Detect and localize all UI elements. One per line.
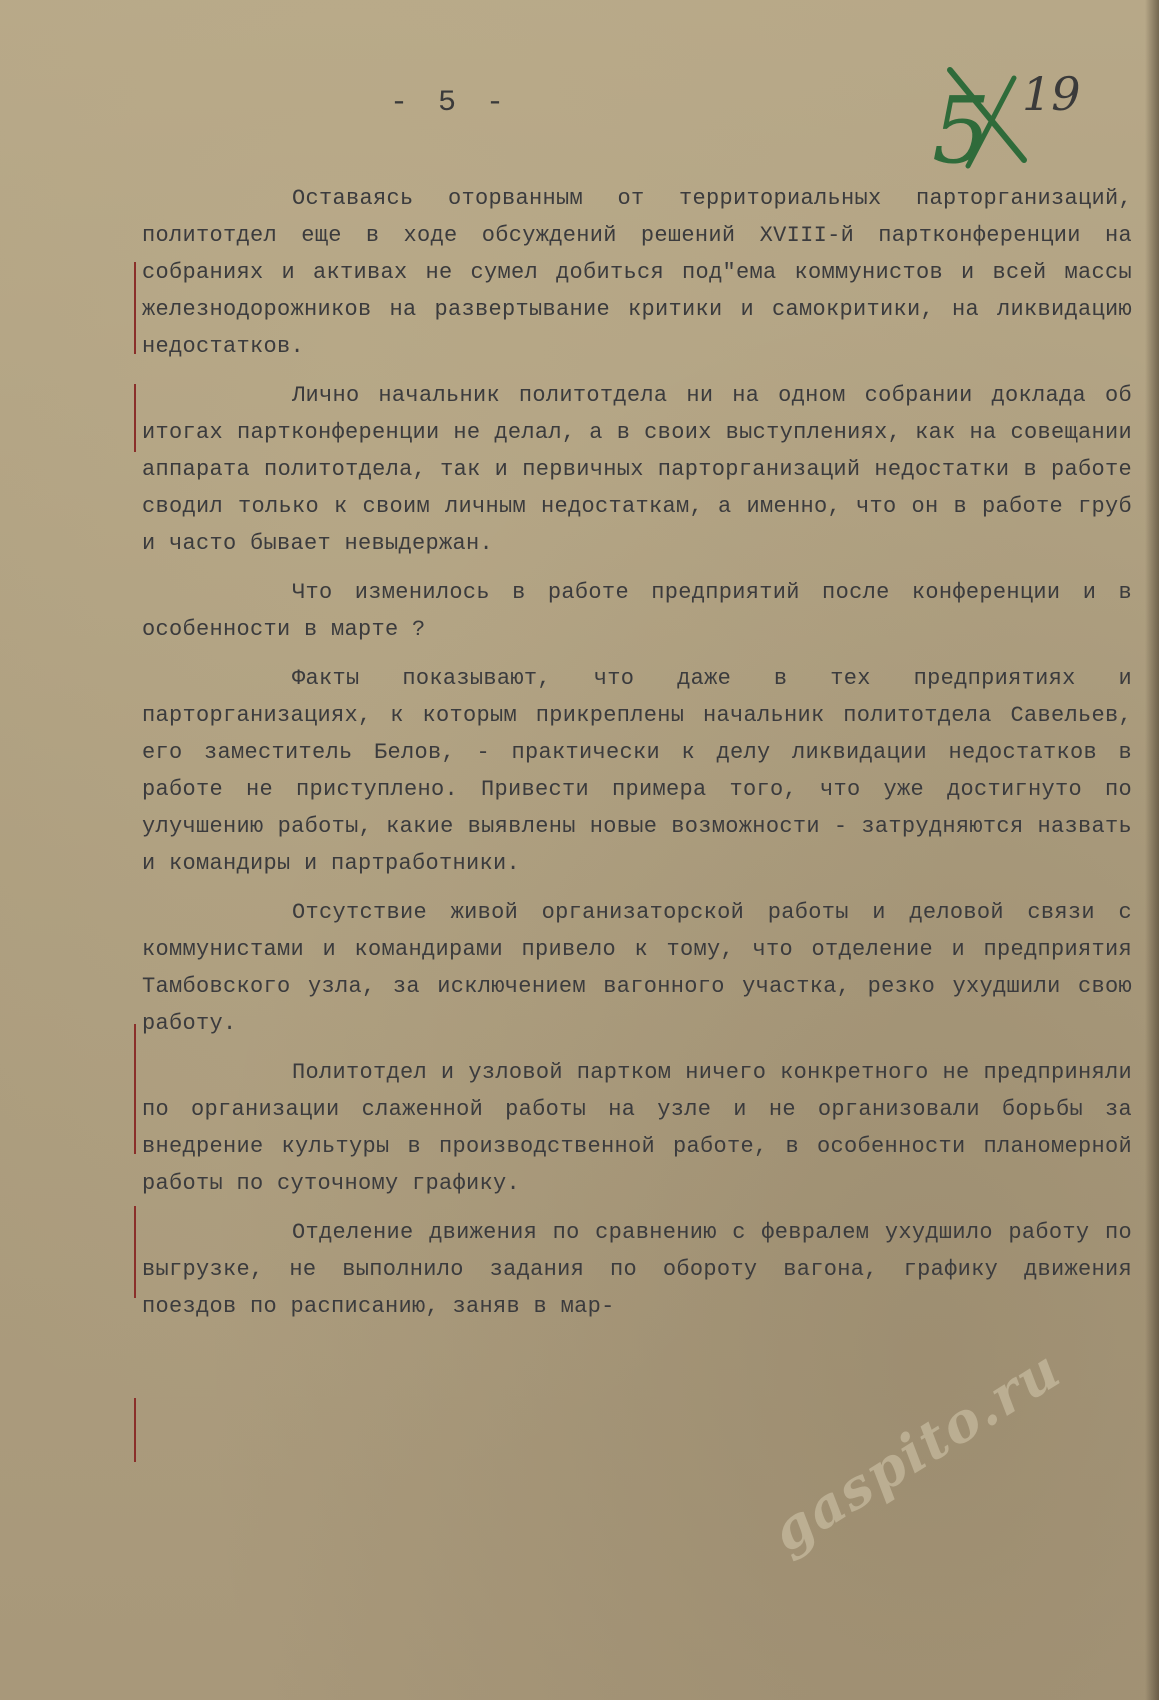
margin-mark [134, 1024, 136, 1154]
paragraph: Лично начальник политотдела ни на одном собрании доклада об итогах партконференции не делал, а в своих выступлениях, как на совещании аппарата политотдела, так и первичных парторганизаций недостатки в работе сводил только к своим личным недостаткам, а именно, что он в работе груб и часто бывает невыдержан. [142, 383, 1132, 556]
new-page-number: 19 [1022, 67, 1081, 121]
paragraph: Отделение движения по сравнению с февралем ухудшило работу по выгрузке, не выполнило задания по обороту вагона, графику движения поездов по расписанию, заняв в мар- [142, 1220, 1132, 1319]
paragraph: Что изменилось в работе предприятий после конференции и в особенности в марте ? [142, 580, 1132, 642]
paragraph: Политотдел и узловой партком ничего конкретного не предприняли по организации слаженной работы на узле и не организовали борьбы за внедрение культуры в производственной работе, в особенности планомерной работы по суточному графику. [142, 1060, 1132, 1196]
handwritten-archive-number [928, 50, 1108, 190]
margin-mark [134, 384, 136, 452]
page-edge-shadow [1145, 0, 1159, 1700]
page-number: - 5 - [390, 86, 511, 120]
struck-page-number: 5 [932, 77, 991, 184]
margin-mark [134, 262, 136, 354]
paragraph: Факты показывают, что даже в тех предприятиях и парторганизациях, к которым прикреплены начальник политотдела Савельев, его заместитель Белов, - практически к делу ликвидации недостатков в работе не приступлено. Привести примера того, что уже достигнуто по улучшению работы, какие выявлены новые возможности - затрудняются назвать и командиры и партработники. [142, 666, 1132, 876]
document-body [142, 180, 1132, 1325]
watermark: gaspito.ru [760, 1336, 1073, 1565]
paragraph: Отсутствие живой организаторской работы и деловой связи с коммунистами и командирами привело к тому, что отделение и предприятия Тамбовского узла, за исключением вагонного участка, резко ухудшили свою работу. [142, 900, 1132, 1036]
margin-mark [134, 1206, 136, 1298]
paragraph: Оставаясь оторванным от территориальных парторганизаций, политотдел еще в ходе обсуждений решений XVIII-й партконференции на собраниях и активах не сумел добиться под"ема коммунистов и всей массы железнодорожников на развертывание критики и самокритики, на ликвидацию недостатков. [142, 186, 1132, 359]
margin-mark [134, 1398, 136, 1462]
